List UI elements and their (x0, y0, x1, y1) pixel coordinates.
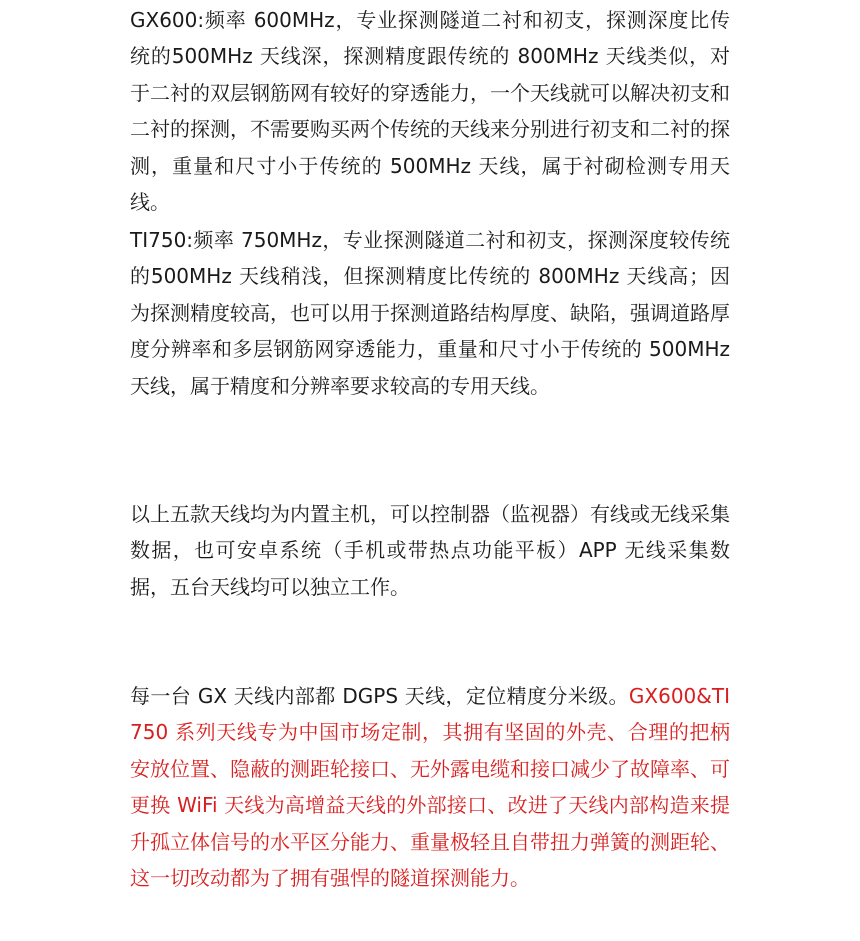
paragraph-dgps-lead: 每一台 GX 天线内部都 DGPS 天线，定位精度分米级。 (130, 684, 629, 708)
paragraph-five-antennas: 以上五款天线均为内置主机，可以控制器（监视器）有线或无线采集数据，也可安卓系统（手机或带热点功能平板）APP 无线采集数据，五台天线均可以独立工作。 (130, 502, 730, 599)
paragraph-ti750: TI750:频率 750MHz，专业探测隧道二衬和初支，探测深度较传统的500MHz 天线稍浅，但探测精度比传统的 800MHz 天线高；因为探测精度较高，也可以用于探测道路结构厚度、缺陷，强调道路厚度分辨率和多层钢筋网穿透能力，重量和尺寸小于传统的 500MHz 天线，属于精度和分辨率要求较高的专用天线。 (130, 228, 730, 398)
paragraph-gx600: GX600:频率 600MHz，专业探测隧道二衬和初支，探测深度比传统的500MHz 天线深，探测精度跟传统的 800MHz 天线类似，对于二衬的双层钢筋网有较好的穿透能力，一个天线就可以解决初支和二衬的探测，不需要购买两个传统的天线来分别进行初支和二衬的探测，重量和尺寸小于传统的 500MHz 天线，属于衬砌检测专用天线。 (130, 8, 730, 215)
paragraph-dgps-highlight: GX600&TI750 系列天线专为中国市场定制，其拥有坚固的外壳、合理的把柄安放位置、隐蔽的测距轮接口、无外露电缆和接口减少了故障率、可更换 WiFi 天线为高增益天线的外部接口、改进了天线内部构造来提升孤立体信号的水平区分能力、重量极轻且自带扭力弹簧的测距轮、这一切改动都为了拥有强悍的隧道探测能力。 (130, 684, 730, 891)
paragraph-dgps (130, 678, 730, 896)
